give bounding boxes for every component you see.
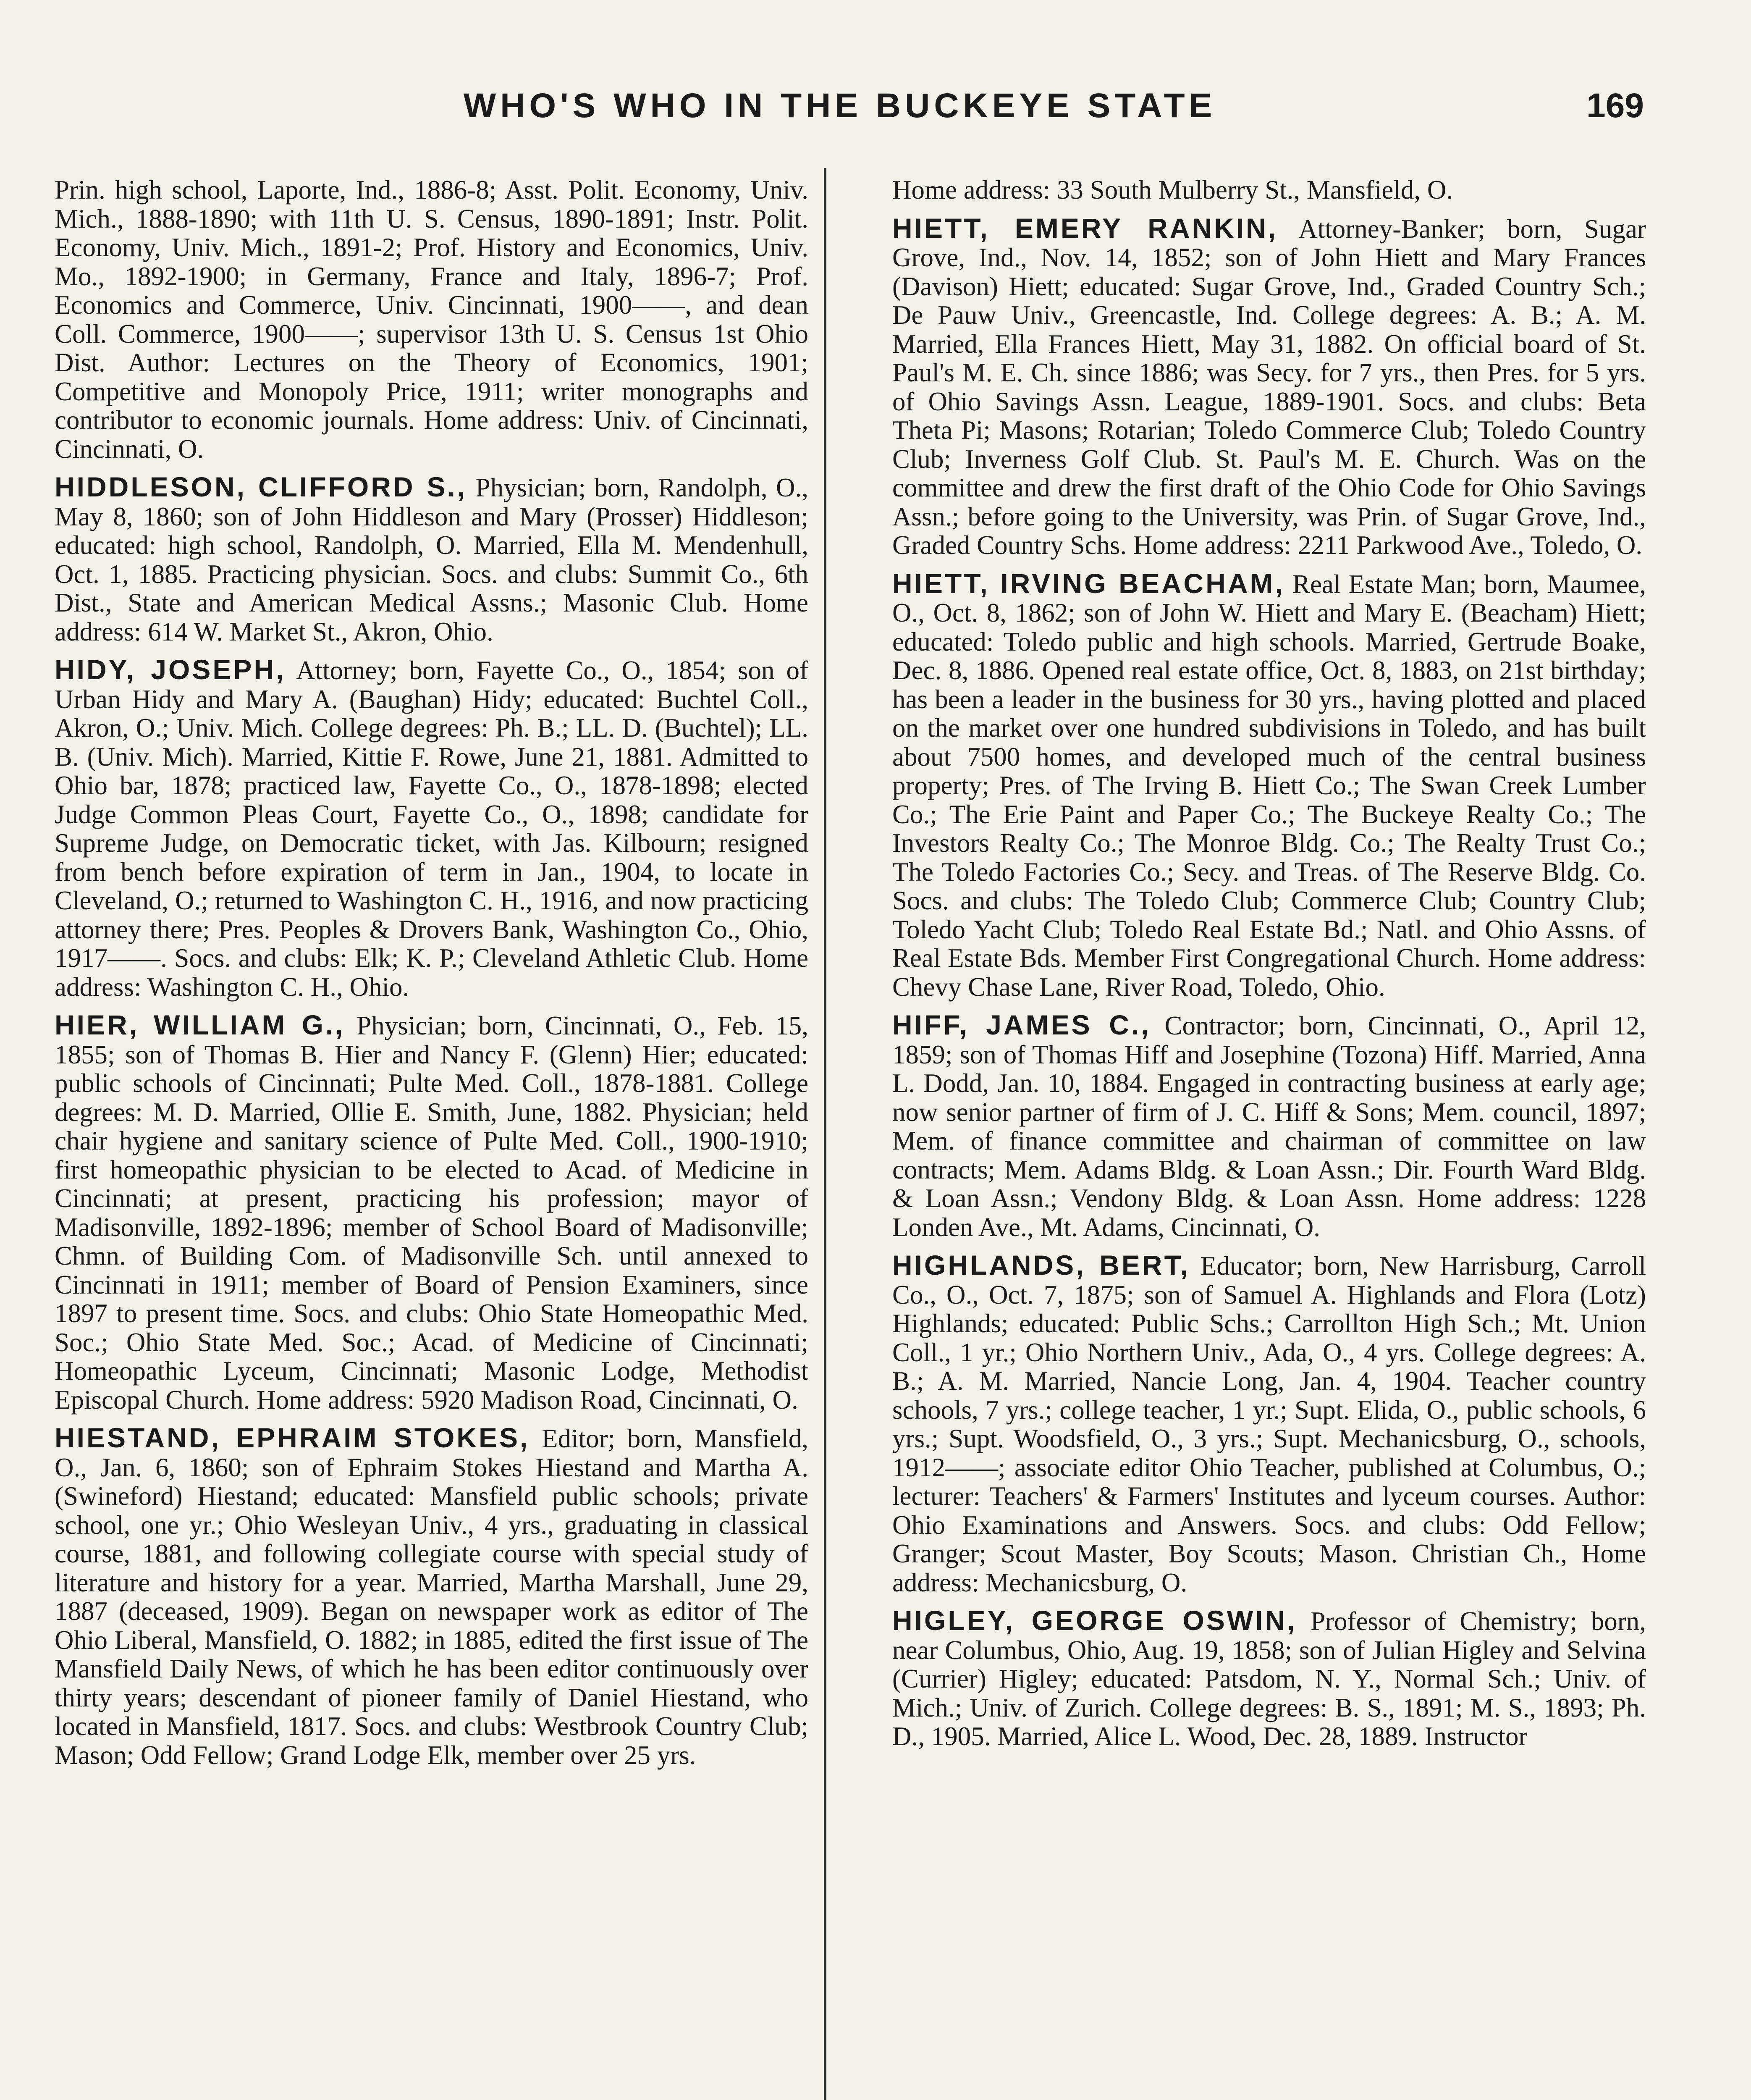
entry-text: Real Estate Man; born, Maumee, O., Oct. 8, 1862; son of John W. Hiett and Mary E. (Beacham) Hiett; educated: Toledo public and high schools. Married, Gertrude Boake, Dec. 8, 1886. Opened real estate office, Oct. 8, 1883, on 21st birthday; has been a leader in the business for 30 yrs., having plotted and placed on the market over one hundred subdivisions in Toledo, and has built about 7500 homes, and developed much of the central business property; Pres. of The Irving B. Hiett Co.; The Swan Creek Lumber Co.; The Erie Paint and Paper Co.; The Buckeye Realty Co.; The Investors Realty Co.; The Monroe Bldg. Co.; The Realty Trust Co.; The Toledo Factories Co.; Secy. and Treas. of The Reserve Bldg. Co. Socs. and clubs: The Toledo Club; Commerce Club; Country Club; Toledo Yacht Club; Toledo Real Estate Bd.; Natl. and Ohio Assns. of Real Estate Bds. Member First Congregational Church. Home address: Chevy Chase Lane, River Road, Toledo, Ohio.: [892, 569, 1646, 1002]
right-column: [892, 176, 1646, 1760]
entry-name: HIFF, JAMES C.,: [892, 1009, 1151, 1040]
biography-entry: [892, 1251, 1646, 1597]
entry-text: Physician; born, Cincinnati, O., Feb. 15, 1855; son of Thomas B. Hier and Nancy F. (Glenn) Hier; educated: public schools of Cincinnati; Pulte Med. Coll., 1878-1881. College degrees: M. D. Married, Ollie E. Smith, June, 1882. Physician; held chair hygiene and sanitary science of Pulte Med. Coll., 1900-1910; first homeopathic physician to be elected to Acad. of Medicine in Cincinnati; at present, practicing his profession; mayor of Madisonville, 1892-1896; member of School Board of Madisonville; Chmn. of Building Com. of Madisonville Sch. until annexed to Cincinnati in 1911; member of Board of Pension Examiners, since 1897 to present time. Socs. and clubs: Ohio State Homeopathic Med. Soc.; Ohio State Med. Soc.; Acad. of Medicine of Cincinnati; Homeopathic Lyceum, Cincinnati; Masonic Lodge, Methodist Episcopal Church. Home address: 5920 Madison Road, Cincinnati, O.: [55, 1011, 808, 1415]
entry-name: HIGLEY, GEORGE OSWIN,: [892, 1605, 1297, 1636]
page-number: 169: [1586, 87, 1644, 125]
biography-entry: [892, 214, 1646, 560]
entry-text: Educator; born, New Harrisburg, Carroll Co., O., Oct. 7, 1875; son of Samuel A. Highlands and Flora (Lotz) Highlands; educated: Public Schs.; Carrollton High Sch.; Mt. Union Coll., 1 yr.; Ohio Northern Univ., Ada, O., 4 yrs. College degrees: A. B.; A. M. Married, Nancie Long, Jan. 4, 1904. Teacher country schools, 7 yrs.; college teacher, 1 yr.; Supt. Elida, O., public schools, 6 yrs.; Supt. Woodsfield, O., 3 yrs.; Supt. Mechanicsburg, O., schools, 1912——; associate editor Ohio Teacher, published at Columbus, O.; lecturer: Teachers' & Farmers' Institutes and lyceum courses. Author: Ohio Examinations and Answers. Socs. and clubs: Odd Fellow; Granger; Scout Master, Boy Scouts; Mason. Christian Ch., Home address: Mechanicsburg, O.: [892, 1251, 1646, 1597]
entry-text: Editor; born, Mansfield, O., Jan. 6, 1860; son of Ephraim Stokes Hiestand and Martha A. (Swineford) Hiestand; educated: Mansfield public schools; private school, one yr.; Ohio Wesleyan Univ., 4 yrs., graduating in classical course, 1881, and following collegiate course with special study of literature and history for a year. Married, Martha Marshall, June 29, 1887 (deceased, 1909). Began on newspaper work as editor of The Ohio Liberal, Mansfield, O. 1882; in 1885, edited the first issue of The Mansfield Daily News, of which he has been editor continuously over thirty years; descendant of pioneer family of Daniel Hiestand, who located in Mansfield, 1817. Socs. and clubs: Westbrook Country Club; Mason; Odd Fellow; Grand Lodge Elk, member over 25 yrs.: [55, 1424, 808, 1770]
entry-name: HIGHLANDS, BERT,: [892, 1250, 1190, 1281]
biography-entry: [55, 655, 808, 1001]
biography-entry: [55, 1011, 808, 1414]
entry-name: HIESTAND, EPHRAIM STOKES,: [55, 1422, 530, 1453]
column-divider: [824, 168, 826, 2100]
entry-text: Attorney-Banker; born, Sugar Grove, Ind., Nov. 14, 1852; son of John Hiett and Mary Frances (Davison) Hiett; educated: Sugar Grove, Ind., Graded Country Sch.; De Pauw Univ., Greencastle, Ind. College degrees: A. B.; A. M. Married, Ella Frances Hiett, May 31, 1882. On official board of St. Paul's M. E. Ch. since 1886; was Secy. for 7 yrs., then Pres. for 5 yrs. of Ohio Savings Assn. League, 1889-1901. Socs. and clubs: Beta Theta Pi; Masons; Rotarian; Toledo Commerce Club; Toledo Country Club; Inverness Golf Club. St. Paul's M. E. Church. Was on the committee and drew the first draft of the Ohio Code for Ohio Savings Assn.; before going to the University, was Prin. of Sugar Grove, Ind., Graded Country Schs. Home address: 2211 Parkwood Ave., Toledo, O.: [892, 214, 1646, 560]
entry-text: Attorney; born, Fayette Co., O., 1854; son of Urban Hidy and Mary A. (Baughan) Hidy; educated: Buchtel Coll., Akron, O.; Univ. Mich. College degrees: Ph. B.; LL. D. (Buchtel); LL. B. (Univ. Mich). Married, Kittie F. Rowe, June 21, 1881. Admitted to Ohio bar, 1878; practiced law, Fayette Co., O., 1878-1898; elected Judge Common Pleas Court, Fayette Co., O., 1898; candidate for Supreme Judge, on Democratic ticket, with Jas. Kilbourn; resigned from bench before expiration of term in Jan., 1904, to locate in Cleveland, O.; returned to Washington C. H., 1916, and now practicing attorney there; Pres. Peoples & Drovers Bank, Washington Co., Ohio, 1917——. Socs. and clubs: Elk; K. P.; Cleveland Athletic Club. Home address: Washington C. H., Ohio.: [55, 656, 808, 1002]
entry-name: HIER, WILLIAM G.,: [55, 1009, 345, 1040]
left-column: [55, 176, 808, 1779]
entry-name: HIETT, EMERY RANKIN,: [892, 212, 1278, 244]
entry-text: Contractor; born, Cincinnati, O., April 12, 1859; son of Thomas Hiff and Josephine (Tozona) Hiff. Married, Anna L. Dodd, Jan. 10, 1884. Engaged in contracting business at early age; now senior partner of firm of J. C. Hiff & Sons; Mem. council, 1897; Mem. of finance committee and chairman of committee on law contracts; Mem. Adams Bldg. & Loan Assn.; Dir. Fourth Ward Bldg. & Loan Assn.; Vendony Bldg. & Loan Assn. Home address: 1228 Londen Ave., Mt. Adams, Cincinnati, O.: [892, 1011, 1646, 1242]
running-head-title: WHO'S WHO IN THE BUCKEYE STATE: [463, 87, 1216, 125]
biography-entry: [892, 1011, 1646, 1242]
entry-text: Physician; born, Randolph, O., May 8, 1860; son of John Hiddleson and Mary (Prosser) Hiddleson; educated: high school, Randolph, O. Married, Ella M. Mendenhull, Oct. 1, 1885. Practicing physician. Socs. and clubs: Summit Co., 6th Dist., State and American Medical Assns.; Masonic Club. Home address: 614 W. Market St., Akron, Ohio.: [55, 473, 809, 646]
biography-entry: [55, 472, 808, 646]
biography-entry: [55, 1423, 808, 1769]
biography-entry: [892, 1606, 1646, 1751]
entry-name: HIDDLESON, CLIFFORD S.,: [55, 471, 467, 502]
entry-text: Professor of Chemistry; born, near Columbus, Ohio, Aug. 19, 1858; son of Julian Higley and Selvina (Currier) Higley; educated: Patsdom, N. Y., Normal Sch.; Univ. of Mich.; Univ. of Zurich. College degrees: B. S., 1891; M. S., 1893; Ph. D., 1905. Married, Alice L. Wood, Dec. 28, 1889. Instructor: [892, 1606, 1646, 1751]
continued-entry-text: Prin. high school, Laporte, Ind., 1886-8; Asst. Polit. Economy, Univ. Mich., 1888-1890; with 11th U. S. Census, 1890-1891; Instr. Polit. Economy, Univ. Mich., 1891-2; Prof. History and Economics, Univ. Mo., 1892-1900; in Germany, France and Italy, 1896-7; Prof. Economics and Commerce, Univ. Cincinnati, 1900——, and dean Coll. Commerce, 1900——; supervisor 13th U. S. Census 1st Ohio Dist. Author: Lectures on the Theory of Economics, 1901; Competitive and Monopoly Price, 1911; writer monographs and contributor to economic journals. Home address: Univ. of Cincinnati, Cincinnati, O.: [55, 175, 808, 464]
biography-entry: [892, 569, 1646, 1002]
continued-entry-text: Home address: 33 South Mulberry St., Mansfield, O.: [892, 175, 1453, 205]
entry-name: HIETT, IRVING BEACHAM,: [892, 567, 1285, 599]
entry-name: HIDY, JOSEPH,: [55, 654, 286, 685]
